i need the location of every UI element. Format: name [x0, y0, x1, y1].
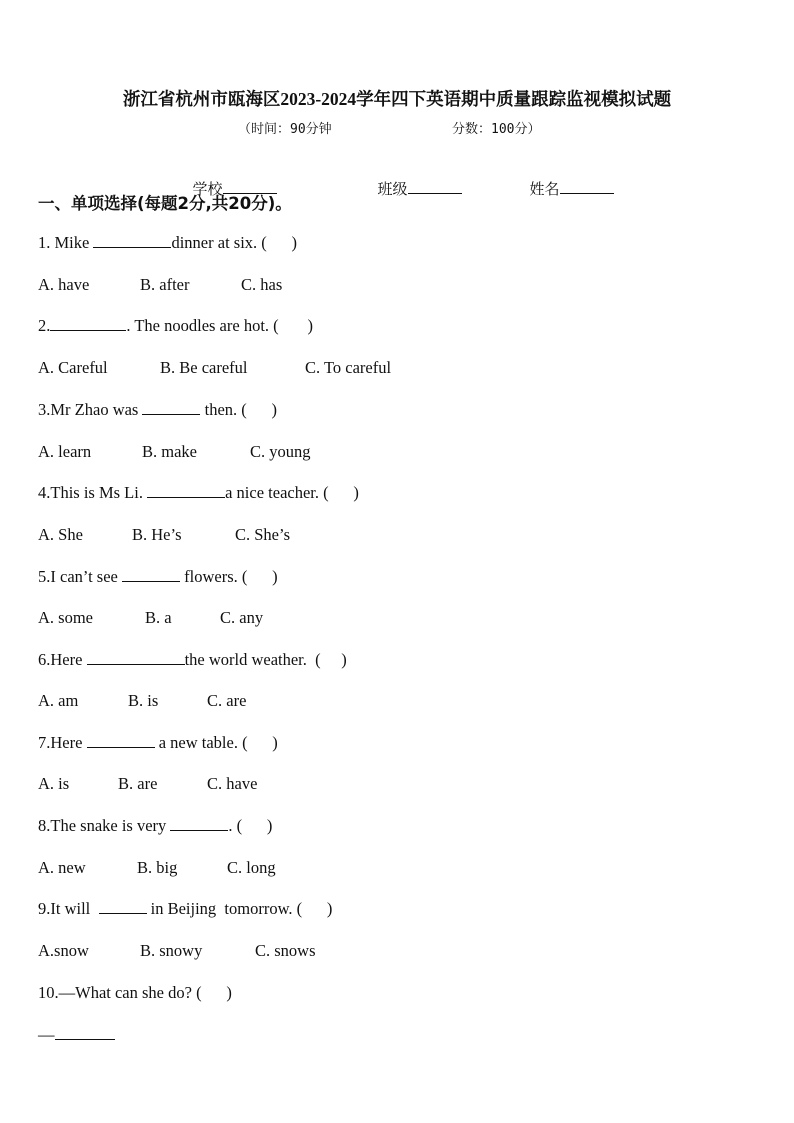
- question-9: 9.It will in Beijing tomorrow. ( ): [38, 899, 333, 918]
- answer-blank[interactable]: [93, 233, 171, 248]
- question-2: 2. . The noodles are hot. ( ): [38, 316, 314, 335]
- answer-line-10: —: [38, 1025, 115, 1045]
- question-7: 7.Here a new table. ( ): [38, 733, 278, 752]
- school-label: 学校: [192, 180, 223, 198]
- option-1c[interactable]: C. has: [241, 275, 283, 294]
- name-label: 姓名: [529, 180, 560, 198]
- section-title: 一、单项选择(每题2分,共20分)。: [38, 194, 292, 213]
- answer-blank[interactable]: [122, 567, 180, 582]
- answer-blank[interactable]: [87, 733, 155, 748]
- question-4: 4.This is Ms Li. a nice teacher. ( ): [38, 483, 359, 502]
- option-4b[interactable]: B. He’s: [132, 525, 182, 544]
- class-label: 班级: [377, 180, 408, 198]
- option-5a[interactable]: A. some: [38, 608, 93, 627]
- option-6a[interactable]: A. am: [38, 691, 79, 710]
- question-1: 1. Mike dinner at six. ( ): [38, 233, 298, 252]
- answer-blank[interactable]: [170, 816, 228, 831]
- option-6c[interactable]: C. are: [207, 691, 247, 710]
- option-3c[interactable]: C. young: [250, 442, 311, 461]
- class-field[interactable]: [368, 160, 462, 199]
- question-8: 8.The snake is very . ( ): [38, 816, 273, 835]
- question-3: 3.Mr Zhao was then. ( ): [38, 400, 278, 419]
- option-4c[interactable]: C. She’s: [235, 525, 291, 544]
- question-6: 6.Here the world weather. ( ): [38, 650, 347, 669]
- option-4a[interactable]: A. She: [38, 525, 83, 544]
- option-6b[interactable]: B. is: [128, 691, 159, 710]
- page-title: 浙江省杭州市瓯海区2023-2024学年四下英语期中质量跟踪监视模拟试题: [122, 89, 672, 109]
- answer-blank[interactable]: [87, 650, 185, 665]
- class-blank[interactable]: [408, 179, 462, 194]
- option-7a[interactable]: A. is: [38, 774, 70, 793]
- option-1b[interactable]: B. after: [140, 275, 190, 294]
- option-3a[interactable]: A. learn: [38, 442, 92, 461]
- answer-blank[interactable]: [142, 400, 200, 415]
- option-9b[interactable]: B. snowy: [140, 941, 203, 960]
- option-5c[interactable]: C. any: [220, 608, 264, 627]
- option-9a[interactable]: A.snow: [38, 941, 89, 960]
- answer-blank[interactable]: [147, 483, 225, 498]
- option-2a[interactable]: A. Careful: [38, 358, 108, 377]
- option-8b[interactable]: B. big: [137, 858, 178, 877]
- exam-score: 分数：100分）: [452, 122, 541, 137]
- option-8c[interactable]: C. long: [227, 858, 276, 877]
- option-7b[interactable]: B. are: [118, 774, 158, 793]
- option-3b[interactable]: B. make: [142, 442, 197, 461]
- answer-blank[interactable]: [99, 899, 147, 914]
- option-2c[interactable]: C. To careful: [305, 358, 392, 377]
- option-5b[interactable]: B. a: [145, 608, 172, 627]
- name-blank[interactable]: [560, 179, 614, 194]
- answer-blank[interactable]: [55, 1025, 115, 1040]
- option-7c[interactable]: C. have: [207, 774, 258, 793]
- name-field[interactable]: [520, 160, 614, 199]
- question-5: 5.I can’t see flowers. ( ): [38, 567, 278, 586]
- option-8a[interactable]: A. new: [38, 858, 86, 877]
- option-9c[interactable]: C. snows: [255, 941, 316, 960]
- question-10: 10.—What can she do? ( ): [38, 983, 232, 1002]
- answer-blank[interactable]: [50, 316, 126, 331]
- exam-time: （时间：90分钟: [238, 122, 332, 137]
- option-2b[interactable]: B. Be careful: [160, 358, 248, 377]
- option-1a[interactable]: A. have: [38, 275, 90, 294]
